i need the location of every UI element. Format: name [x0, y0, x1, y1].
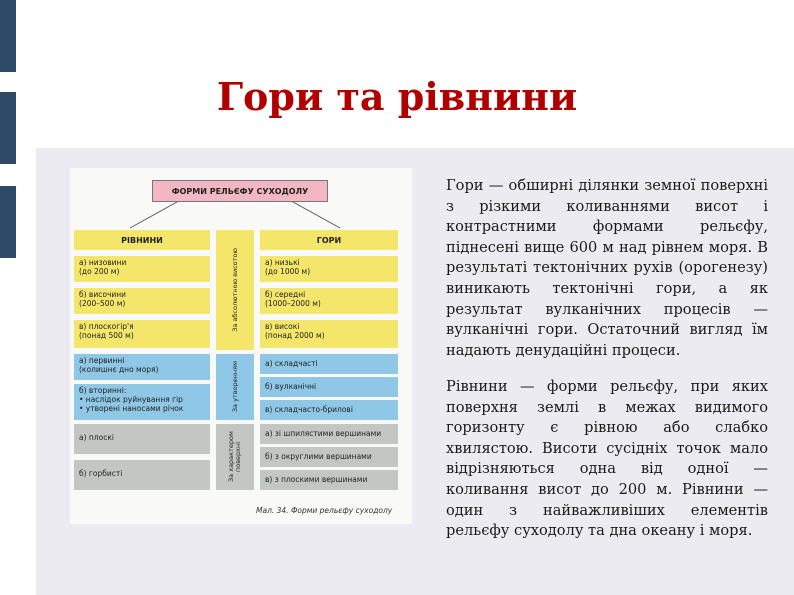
plains-item: б) вторинні: • наслідок руйнування гір • утворені наносами річок [74, 384, 210, 420]
relief-forms-figure [70, 168, 412, 524]
vertical-label-altitude-text: За абсолютною висотою [230, 248, 239, 332]
mountains-item: б) середні (1000–2000 м) [260, 288, 398, 314]
plains-item: в) плоскогір'я (понад 500 м) [74, 320, 210, 348]
vertical-label-altitude [216, 230, 254, 350]
mountains-column-title: ГОРИ [260, 230, 398, 250]
mountains-item: в) високі (понад 2000 м) [260, 320, 398, 348]
mountains-item: в) з плоскими вершинами [260, 470, 398, 490]
plains-item: б) височини (200–500 м) [74, 288, 210, 314]
plains-definition-paragraph: Рівнини — форми рельєфу, при яких поверхня землі в межах видимого горизонту є рівною або слабко хвилястою. Висоти сусідніх точок мало відрізняються одна від одної — коливання висот до 200 м. Рівнини — один з найважливіших елементів рельєфу суходолу та дна океану і моря. [446, 378, 768, 540]
mountains-item: б) з округлими вершинами [260, 447, 398, 467]
vertical-label-origin [216, 354, 254, 420]
figure-caption: Мал. 34. Форми рельєфу суходолу [256, 506, 393, 515]
plains-item: б) горбисті [74, 460, 210, 490]
vertical-label-surface [216, 424, 254, 490]
mountains-item: б) вулканічні [260, 377, 398, 397]
mountains-item: а) складчасті [260, 354, 398, 374]
plains-column-title: РІВНИНИ [74, 230, 210, 250]
plains-item: а) низовини (до 200 м) [74, 256, 210, 282]
slide-title: Гори та рівнини [216, 74, 578, 119]
mountains-item: в) складчасто-брилові [260, 400, 398, 420]
vertical-label-surface-text: За характером поверхні [227, 431, 242, 483]
figure-header: ФОРМИ РЕЛЬЄФУ СУХОДОЛУ [152, 180, 328, 202]
accent-bar-bottom [0, 186, 16, 258]
mountains-item: а) зі шпилястими вершинами [260, 424, 398, 444]
vertical-label-origin-text: За утворенням [230, 361, 239, 413]
accent-bar-top [0, 0, 16, 72]
mountains-item: а) низькі (до 1000 м) [260, 256, 398, 282]
mountains-definition-paragraph: Гори — обширні ділянки земної поверхні з різкими коливаннями висот і контрастними формами рельєфу, піднесені вище 600 м над рівнем моря. В результаті тектонічних рухів (орогенезу) виникають тектонічні гори, а як результат вулканічних процесів — вулканічні гори. Остаточний вигляд їм надають денудаційні процеси. [446, 177, 768, 359]
plains-item: а) плоскі [74, 424, 210, 454]
plains-item: а) первинні (колишнє дно моря) [74, 354, 210, 380]
